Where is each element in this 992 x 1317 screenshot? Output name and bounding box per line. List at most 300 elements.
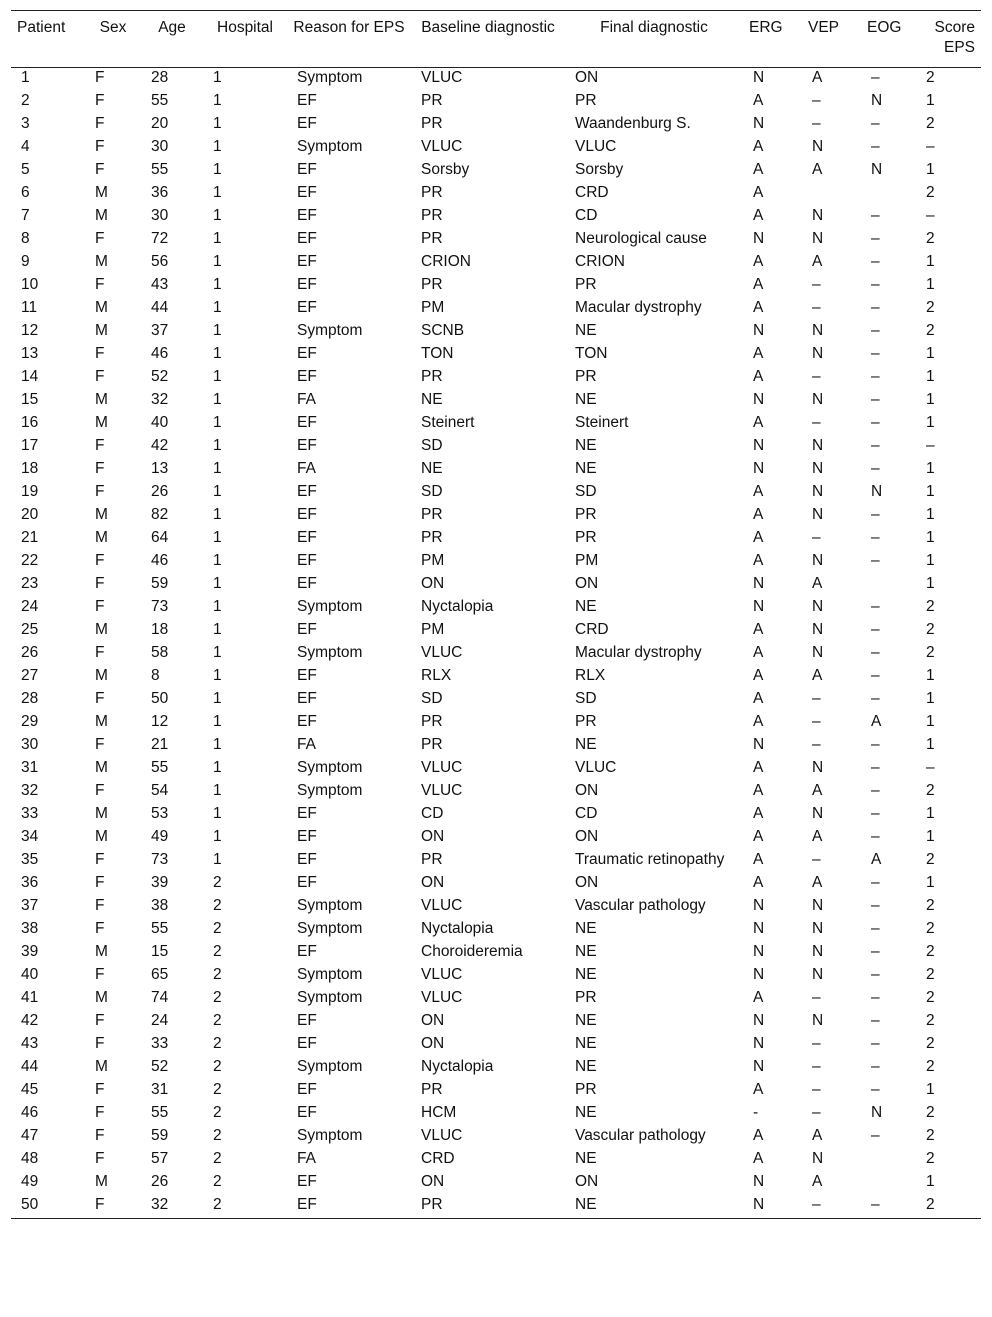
cell-hospital: 1 <box>213 368 222 385</box>
cell-sex: F <box>95 276 105 293</box>
cell-erg: N <box>753 1012 765 1029</box>
cell-reason-for-eps: EF <box>297 506 317 523</box>
cell-age: 26 <box>151 483 169 500</box>
cell-reason-for-eps: EF <box>297 184 317 201</box>
cell-sex: F <box>95 1196 105 1213</box>
cell-vep: A <box>812 828 823 845</box>
cell-erg: A <box>753 644 764 661</box>
cell-vep: A <box>812 874 823 891</box>
cell-patient: 34 <box>21 828 39 845</box>
cell-age: 37 <box>151 322 169 339</box>
cell-baseline-diagnostic: PR <box>421 851 443 868</box>
cell-sex: M <box>95 414 108 431</box>
cell-baseline-diagnostic: PR <box>421 529 443 546</box>
cell-age: 38 <box>151 897 169 914</box>
cell-reason-for-eps: EF <box>297 345 317 362</box>
cell-baseline-diagnostic: PR <box>421 368 443 385</box>
cell-age: 49 <box>151 828 169 845</box>
cell-eog: – <box>871 230 880 247</box>
table-row <box>11 1149 981 1172</box>
cell-eog: – <box>871 621 880 638</box>
cell-age: 15 <box>151 943 169 960</box>
cell-hospital: 1 <box>213 598 222 615</box>
cell-score-eps: 1 <box>926 828 935 845</box>
cell-final-diagnostic: PR <box>575 989 597 1006</box>
cell-patient: 19 <box>21 483 39 500</box>
cell-age: 33 <box>151 1035 169 1052</box>
cell-eog: – <box>871 529 880 546</box>
cell-vep: N <box>812 805 824 822</box>
cell-hospital: 1 <box>213 552 222 569</box>
cell-final-diagnostic: PM <box>575 552 599 569</box>
cell-baseline-diagnostic: ON <box>421 575 445 592</box>
cell-eog: – <box>871 1012 880 1029</box>
cell-erg: A <box>753 621 764 638</box>
cell-eog: N <box>871 483 883 500</box>
cell-hospital: 1 <box>213 690 222 707</box>
cell-score-eps: 1 <box>926 161 935 178</box>
table-row <box>11 551 981 574</box>
cell-patient: 22 <box>21 552 39 569</box>
table-row <box>11 712 981 735</box>
header-hospital: Hospital <box>217 19 273 36</box>
cell-score-eps: 2 <box>926 644 935 661</box>
cell-erg: A <box>753 713 764 730</box>
cell-vep: – <box>812 414 821 431</box>
cell-eog: – <box>871 138 880 155</box>
cell-sex: F <box>95 1081 105 1098</box>
cell-reason-for-eps: EF <box>297 874 317 891</box>
cell-erg: A <box>753 1081 764 1098</box>
cell-baseline-diagnostic: PM <box>421 621 445 638</box>
cell-hospital: 1 <box>213 736 222 753</box>
cell-vep: – <box>812 1104 821 1121</box>
cell-sex: F <box>95 782 105 799</box>
cell-final-diagnostic: NE <box>575 322 597 339</box>
cell-final-diagnostic: Neurological cause <box>575 230 707 247</box>
table-row <box>11 850 981 873</box>
table-row <box>11 183 981 206</box>
cell-erg: N <box>753 1196 765 1213</box>
cell-eog: – <box>871 69 880 86</box>
cell-age: 28 <box>151 69 169 86</box>
cell-final-diagnostic: ON <box>575 1173 599 1190</box>
cell-final-diagnostic: ON <box>575 828 599 845</box>
cell-reason-for-eps: EF <box>297 943 317 960</box>
cell-erg: A <box>753 483 764 500</box>
cell-sex: M <box>95 828 108 845</box>
cell-final-diagnostic: CD <box>575 207 598 224</box>
cell-hospital: 2 <box>213 1058 222 1075</box>
table-header-row <box>11 11 981 68</box>
cell-patient: 35 <box>21 851 39 868</box>
cell-age: 57 <box>151 1150 169 1167</box>
table-row <box>11 505 981 528</box>
cell-baseline-diagnostic: Choroideremia <box>421 943 523 960</box>
cell-final-diagnostic: PR <box>575 92 597 109</box>
cell-score-eps: 2 <box>926 299 935 316</box>
cell-hospital: 1 <box>213 276 222 293</box>
cell-patient: 7 <box>21 207 30 224</box>
cell-vep <box>802 183 861 206</box>
cell-baseline-diagnostic: ON <box>421 1012 445 1029</box>
cell-erg: N <box>753 575 765 592</box>
cell-sex: F <box>95 460 105 477</box>
cell-age: 55 <box>151 92 169 109</box>
cell-erg: N <box>753 230 765 247</box>
table-row <box>11 1195 981 1219</box>
cell-hospital: 1 <box>213 207 222 224</box>
cell-reason-for-eps: Symptom <box>297 1127 363 1144</box>
table-body <box>11 68 981 1219</box>
cell-score-eps: 2 <box>926 1035 935 1052</box>
cell-sex: F <box>95 897 105 914</box>
cell-age: 55 <box>151 161 169 178</box>
cell-reason-for-eps: FA <box>297 1150 316 1167</box>
cell-sex: M <box>95 805 108 822</box>
cell-reason-for-eps: Symptom <box>297 138 363 155</box>
cell-final-diagnostic: NE <box>575 460 597 477</box>
cell-patient: 2 <box>21 92 30 109</box>
cell-score-eps: 1 <box>926 391 935 408</box>
cell-hospital: 2 <box>213 1127 222 1144</box>
cell-vep: N <box>812 506 824 523</box>
cell-final-diagnostic: PR <box>575 1081 597 1098</box>
cell-sex: M <box>95 391 108 408</box>
cell-vep: A <box>812 575 823 592</box>
cell-patient: 43 <box>21 1035 39 1052</box>
cell-age: 40 <box>151 414 169 431</box>
cell-baseline-diagnostic: TON <box>421 345 454 362</box>
cell-baseline-diagnostic: ON <box>421 828 445 845</box>
cell-score-eps: 2 <box>926 1127 935 1144</box>
cell-hospital: 2 <box>213 966 222 983</box>
cell-erg: N <box>753 1058 765 1075</box>
cell-sex: F <box>95 736 105 753</box>
cell-final-diagnostic: Sorsby <box>575 161 624 178</box>
cell-patient: 15 <box>21 391 39 408</box>
cell-erg: N <box>753 460 765 477</box>
cell-vep: N <box>812 943 824 960</box>
table-row <box>11 942 981 965</box>
cell-score-eps: 1 <box>926 736 935 753</box>
cell-sex: M <box>95 506 108 523</box>
cell-eog <box>861 574 916 597</box>
cell-final-diagnostic: NE <box>575 1150 597 1167</box>
cell-patient: 9 <box>21 253 30 270</box>
cell-hospital: 1 <box>213 138 222 155</box>
cell-hospital: 1 <box>213 437 222 454</box>
cell-sex: M <box>95 943 108 960</box>
cell-age: 73 <box>151 851 169 868</box>
cell-vep: – <box>812 368 821 385</box>
cell-age: 55 <box>151 1104 169 1121</box>
cell-patient: 41 <box>21 989 39 1006</box>
cell-eog: – <box>871 391 880 408</box>
cell-reason-for-eps: Symptom <box>297 966 363 983</box>
cell-eog: – <box>871 897 880 914</box>
cell-final-diagnostic: NE <box>575 437 597 454</box>
cell-reason-for-eps: EF <box>297 621 317 638</box>
cell-final-diagnostic: PR <box>575 368 597 385</box>
cell-score-eps: 2 <box>926 782 935 799</box>
cell-score-eps: 2 <box>926 1012 935 1029</box>
cell-score-eps: – <box>926 759 935 776</box>
cell-baseline-diagnostic: PR <box>421 276 443 293</box>
cell-hospital: 1 <box>213 253 222 270</box>
cell-patient: 3 <box>21 115 30 132</box>
cell-erg: N <box>753 897 765 914</box>
cell-final-diagnostic: RLX <box>575 667 606 684</box>
cell-baseline-diagnostic: VLUC <box>421 782 463 799</box>
cell-baseline-diagnostic: PR <box>421 230 443 247</box>
cell-patient: 49 <box>21 1173 39 1190</box>
cell-age: 46 <box>151 345 169 362</box>
cell-sex: M <box>95 759 108 776</box>
cell-score-eps: 1 <box>926 805 935 822</box>
cell-erg: A <box>753 828 764 845</box>
cell-vep: N <box>812 598 824 615</box>
cell-baseline-diagnostic: PR <box>421 184 443 201</box>
cell-erg: A <box>753 92 764 109</box>
cell-eog: – <box>871 943 880 960</box>
cell-hospital: 2 <box>213 989 222 1006</box>
cell-hospital: 1 <box>213 759 222 776</box>
cell-hospital: 1 <box>213 667 222 684</box>
cell-patient: 23 <box>21 575 39 592</box>
cell-final-diagnostic: ON <box>575 575 599 592</box>
cell-erg: A <box>753 690 764 707</box>
cell-reason-for-eps: EF <box>297 1173 317 1190</box>
cell-vep: – <box>812 1035 821 1052</box>
cell-baseline-diagnostic: CRD <box>421 1150 455 1167</box>
cell-sex: F <box>95 483 105 500</box>
cell-erg: A <box>753 782 764 799</box>
cell-age: 39 <box>151 874 169 891</box>
cell-final-diagnostic: Macular dystrophy <box>575 299 702 316</box>
cell-score-eps: 2 <box>926 989 935 1006</box>
cell-baseline-diagnostic: PR <box>421 92 443 109</box>
cell-vep: N <box>812 966 824 983</box>
cell-score-eps: 2 <box>926 184 935 201</box>
cell-score-eps: 1 <box>926 874 935 891</box>
cell-patient: 4 <box>21 138 30 155</box>
cell-age: 8 <box>151 667 160 684</box>
cell-score-eps: 2 <box>926 943 935 960</box>
cell-vep: N <box>812 759 824 776</box>
cell-reason-for-eps: EF <box>297 368 317 385</box>
cell-baseline-diagnostic: RLX <box>421 667 452 684</box>
cell-baseline-diagnostic: VLUC <box>421 1127 463 1144</box>
cell-vep: – <box>812 989 821 1006</box>
cell-final-diagnostic: VLUC <box>575 138 617 155</box>
cell-score-eps: 2 <box>926 1104 935 1121</box>
cell-age: 26 <box>151 1173 169 1190</box>
cell-patient: 48 <box>21 1150 39 1167</box>
cell-final-diagnostic: TON <box>575 345 608 362</box>
cell-vep: A <box>812 69 823 86</box>
cell-final-diagnostic: ON <box>575 782 599 799</box>
cell-eog: – <box>871 552 880 569</box>
cell-reason-for-eps: Symptom <box>297 644 363 661</box>
cell-hospital: 2 <box>213 897 222 914</box>
cell-reason-for-eps: Symptom <box>297 782 363 799</box>
cell-reason-for-eps: FA <box>297 460 316 477</box>
cell-erg: N <box>753 437 765 454</box>
table-row <box>11 827 981 850</box>
table-row <box>11 252 981 275</box>
cell-hospital: 2 <box>213 874 222 891</box>
cell-baseline-diagnostic: NE <box>421 460 443 477</box>
cell-score-eps: – <box>926 138 935 155</box>
cell-score-eps: 1 <box>926 529 935 546</box>
cell-erg: N <box>753 391 765 408</box>
cell-erg: N <box>753 736 765 753</box>
cell-reason-for-eps: EF <box>297 575 317 592</box>
cell-eog: – <box>871 1035 880 1052</box>
table-row <box>11 896 981 919</box>
cell-patient: 36 <box>21 874 39 891</box>
table-row <box>11 781 981 804</box>
cell-patient: 24 <box>21 598 39 615</box>
cell-sex: F <box>95 598 105 615</box>
cell-reason-for-eps: EF <box>297 207 317 224</box>
cell-erg: N <box>753 1035 765 1052</box>
cell-sex: F <box>95 345 105 362</box>
cell-sex: F <box>95 966 105 983</box>
cell-final-diagnostic: NE <box>575 1012 597 1029</box>
cell-final-diagnostic: NE <box>575 943 597 960</box>
cell-hospital: 2 <box>213 920 222 937</box>
cell-age: 43 <box>151 276 169 293</box>
cell-baseline-diagnostic: PR <box>421 713 443 730</box>
cell-score-eps: 1 <box>926 414 935 431</box>
header-reason-for-eps: Reason for EPS <box>293 19 405 36</box>
cell-vep: – <box>812 713 821 730</box>
cell-final-diagnostic: SD <box>575 483 597 500</box>
cell-eog: – <box>871 276 880 293</box>
table-row <box>11 666 981 689</box>
cell-final-diagnostic: SD <box>575 690 597 707</box>
cell-patient: 8 <box>21 230 30 247</box>
cell-hospital: 1 <box>213 483 222 500</box>
cell-score-eps: 2 <box>926 920 935 937</box>
cell-score-eps: 1 <box>926 713 935 730</box>
cell-sex: F <box>95 552 105 569</box>
cell-vep: – <box>812 92 821 109</box>
cell-sex: F <box>95 920 105 937</box>
cell-eog: – <box>871 966 880 983</box>
cell-score-eps: 2 <box>926 230 935 247</box>
cell-eog: – <box>871 437 880 454</box>
cell-final-diagnostic: NE <box>575 736 597 753</box>
cell-eog: – <box>871 299 880 316</box>
cell-score-eps: 1 <box>926 1173 935 1190</box>
cell-patient: 45 <box>21 1081 39 1098</box>
cell-reason-for-eps: Symptom <box>297 920 363 937</box>
cell-eog: – <box>871 736 880 753</box>
cell-patient: 42 <box>21 1012 39 1029</box>
cell-baseline-diagnostic: HCM <box>421 1104 457 1121</box>
cell-hospital: 2 <box>213 1012 222 1029</box>
cell-hospital: 1 <box>213 299 222 316</box>
cell-baseline-diagnostic: PR <box>421 736 443 753</box>
cell-erg: A <box>753 759 764 776</box>
cell-vep: A <box>812 667 823 684</box>
cell-erg: A <box>753 529 764 546</box>
cell-baseline-diagnostic: PM <box>421 299 445 316</box>
cell-hospital: 2 <box>213 1196 222 1213</box>
cell-vep: A <box>812 1127 823 1144</box>
cell-age: 52 <box>151 1058 169 1075</box>
cell-hospital: 1 <box>213 69 222 86</box>
header-vep: VEP <box>808 19 840 36</box>
cell-patient: 28 <box>21 690 39 707</box>
cell-patient: 16 <box>21 414 39 431</box>
cell-sex: F <box>95 1012 105 1029</box>
cell-score-eps: 1 <box>926 667 935 684</box>
cell-erg: N <box>753 1173 765 1190</box>
cell-patient: 37 <box>21 897 39 914</box>
cell-eog: N <box>871 1104 883 1121</box>
cell-score-eps: 2 <box>926 598 935 615</box>
cell-baseline-diagnostic: VLUC <box>421 989 463 1006</box>
table-row <box>11 1172 981 1195</box>
cell-hospital: 2 <box>213 1104 222 1121</box>
cell-erg: A <box>753 667 764 684</box>
cell-age: 18 <box>151 621 169 638</box>
cell-patient: 10 <box>21 276 39 293</box>
cell-vep: N <box>812 460 824 477</box>
cell-sex: M <box>95 667 108 684</box>
cell-patient: 30 <box>21 736 39 753</box>
cell-reason-for-eps: EF <box>297 414 317 431</box>
cell-age: 20 <box>151 115 169 132</box>
cell-vep: – <box>812 851 821 868</box>
cell-patient: 13 <box>21 345 39 362</box>
cell-sex: M <box>95 989 108 1006</box>
cell-vep: N <box>812 552 824 569</box>
cell-reason-for-eps: EF <box>297 851 317 868</box>
cell-eog: – <box>871 253 880 270</box>
cell-sex: F <box>95 1127 105 1144</box>
cell-age: 50 <box>151 690 169 707</box>
cell-final-diagnostic: ON <box>575 874 599 891</box>
cell-baseline-diagnostic: SD <box>421 437 443 454</box>
cell-patient: 33 <box>21 805 39 822</box>
cell-eog: – <box>871 1127 880 1144</box>
cell-age: 24 <box>151 1012 169 1029</box>
cell-reason-for-eps: FA <box>297 736 316 753</box>
cell-patient: 29 <box>21 713 39 730</box>
cell-final-diagnostic: Vascular pathology <box>575 1127 706 1144</box>
cell-sex: M <box>95 253 108 270</box>
cell-vep: A <box>812 1173 823 1190</box>
cell-score-eps: 2 <box>926 897 935 914</box>
cell-final-diagnostic: NE <box>575 1196 597 1213</box>
cell-sex: F <box>95 644 105 661</box>
cell-vep: N <box>812 437 824 454</box>
cell-baseline-diagnostic: PR <box>421 1081 443 1098</box>
cell-patient: 40 <box>21 966 39 983</box>
cell-patient: 12 <box>21 322 39 339</box>
cell-erg: A <box>753 299 764 316</box>
cell-final-diagnostic: NE <box>575 1035 597 1052</box>
cell-eog: – <box>871 759 880 776</box>
cell-baseline-diagnostic: Sorsby <box>421 161 470 178</box>
cell-sex: F <box>95 115 105 132</box>
cell-hospital: 2 <box>213 1035 222 1052</box>
